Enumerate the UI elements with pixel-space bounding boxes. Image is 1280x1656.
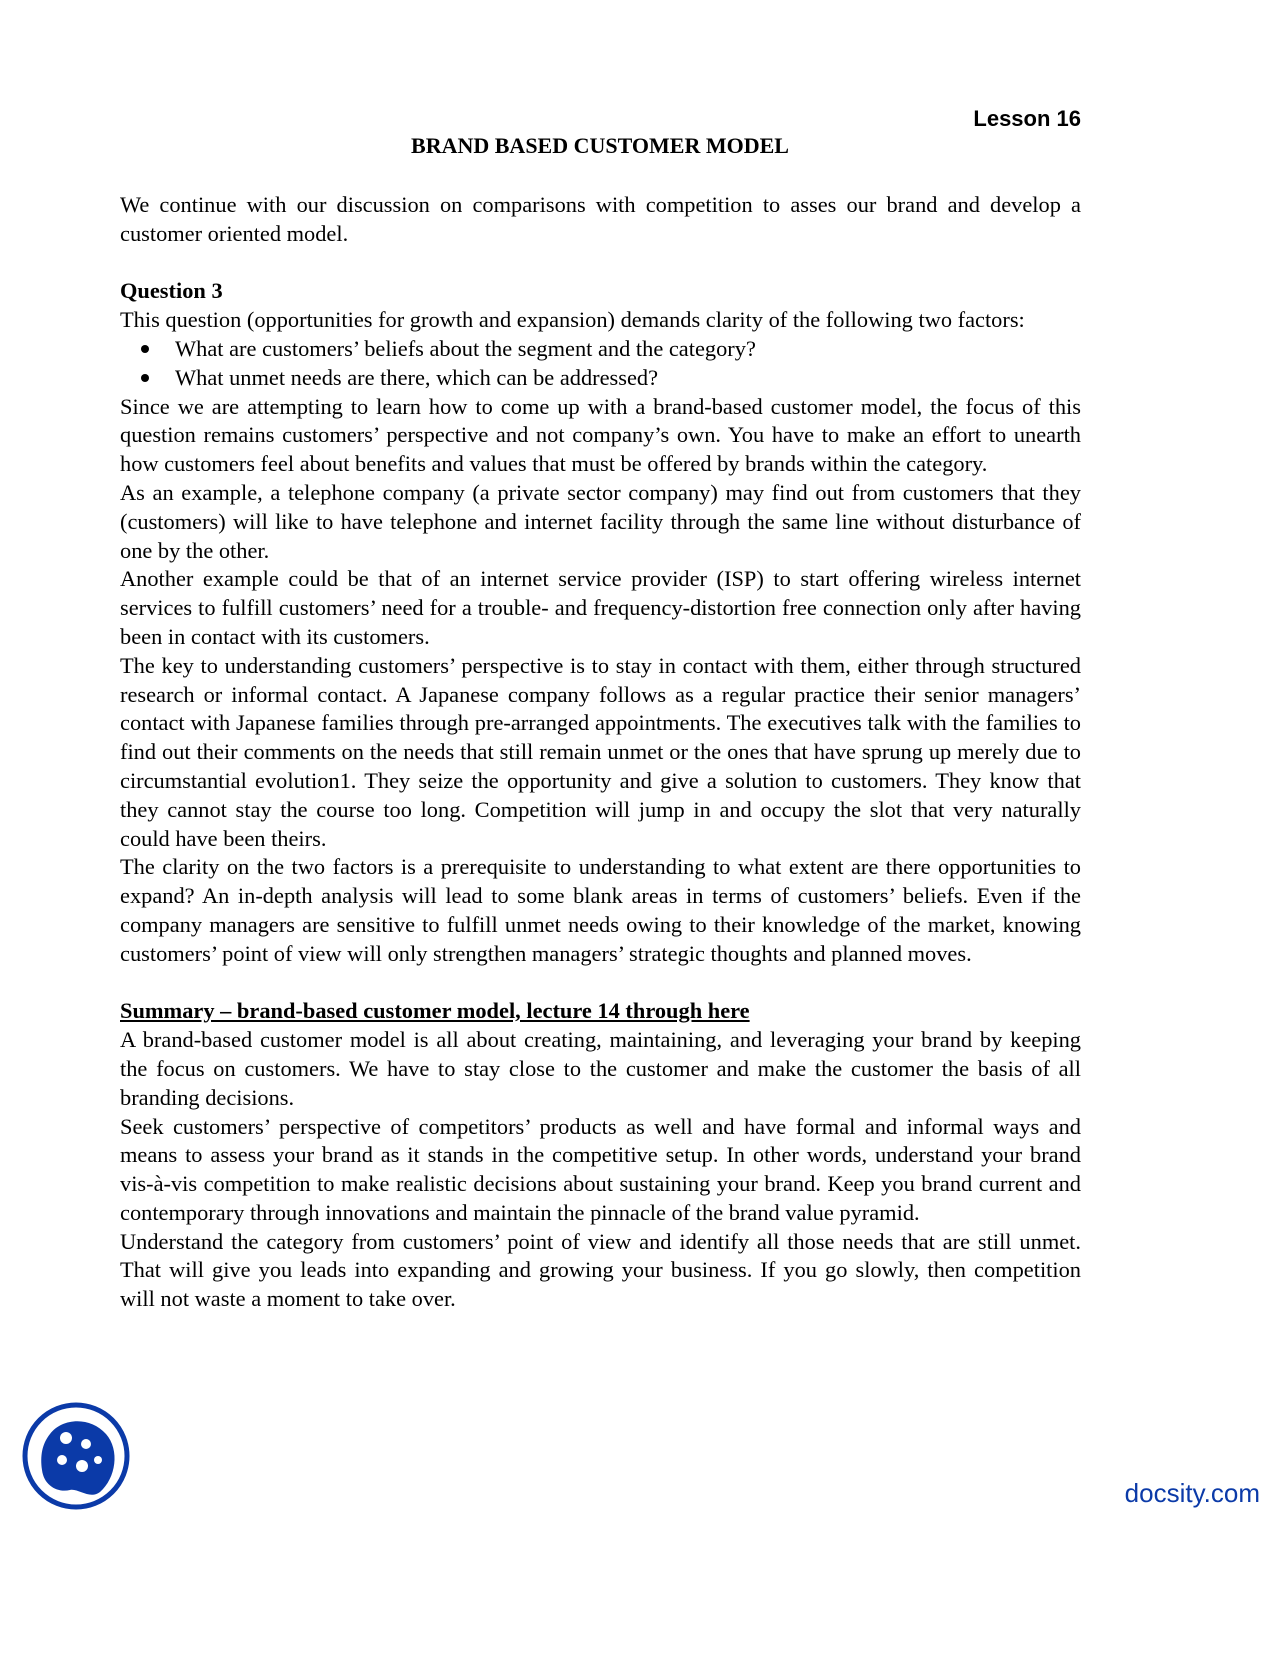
docsity-logo-icon[interactable]	[20, 1400, 132, 1512]
bullet-item: What unmet needs are there, which can be addressed?	[120, 364, 1081, 393]
document-body	[120, 191, 1081, 1314]
summary-paragraph: Seek customers’ perspective of competitors’ products as well and have formal and informal ways and means to assess your brand as it stands in the competitive setup. In other words, understand your brand vis-à-vis competition to make realistic decisions about sustaining your brand. Keep you brand current and contemporary through innovations and maintain the pinnacle of the brand value pyramid.	[120, 1113, 1081, 1225]
summary-paragraph: A brand-based customer model is all about creating, maintaining, and leveraging your brand by keeping the focus on customers. We have to stay close to the customer and make the customer the basis of all branding decisions.	[120, 1027, 1081, 1110]
question-3-paragraph: The clarity on the two factors is a prerequisite to understanding to what extent are there opportunities to expand? An in-depth analysis will lead to some blank areas in terms of customers’ beliefs. Even if the company managers are sensitive to fulfill unmet needs owing to their knowledge of the market, knowing customers’ point of view will only strengthen managers’ strategic thoughts and planned moves.	[120, 854, 1081, 966]
bullet-item: What are customers’ beliefs about the segment and the category?	[120, 335, 1081, 364]
docsity-brand-link[interactable]: docsity.com	[1124, 1478, 1260, 1508]
question-3-paragraph: As an example, a telephone company (a private sector company) may find out from customers that they (customers) will like to have telephone and internet facility through the same line without disturbance of one by the other.	[120, 479, 1081, 563]
question-3-heading: Question 3	[120, 278, 223, 304]
page-title: BRAND BASED CUSTOMER MODEL	[411, 133, 789, 158]
question-3-bullet-list	[120, 335, 1081, 393]
question-3-paragraph: Another example could be that of an internet service provider (ISP) to start offering wireless internet services to fulfill customers’ need for a trouble- and frequency-distortion free connection only after having been in contact with its customers.	[120, 566, 1081, 649]
question-3-lead: This question (opportunities for growth and expansion) demands clarity of the following two factors:	[120, 307, 1025, 333]
lesson-number: Lesson 16	[973, 106, 1081, 131]
summary-paragraph: Understand the category from customers’ point of view and identify all those needs that are still unmet. That will give you leads into expanding and growing your business. If you go slowly, then competition will not waste a moment to take over.	[120, 1228, 1081, 1312]
question-3-paragraph: Since we are attempting to learn how to come up with a brand-based customer model, the focus of this question remains customers’ perspective and not company’s own. You have to make an effort to unearth how customers feel about benefits and values that must be offered by brands within the category.	[120, 393, 1081, 477]
summary-heading: Summary – brand-based customer model, lecture 14 through here	[120, 998, 750, 1024]
bullet-icon	[141, 345, 149, 353]
bullet-icon	[141, 374, 149, 382]
question-3-paragraph: The key to understanding customers’ perspective is to stay in contact with them, either through structured research or informal contact. A Japanese company follows as a regular practice their senior managers’ contact with Japanese families through pre-arranged appointments. The executives talk with the families to find out their comments on the needs that still remain unmet or the ones that have sprung up merely due to circumstantial evolution1. They seize the opportunity and give a solution to customers. They know that they cannot stay the course too long. Competition will jump in and occupy the slot that very naturally could have been theirs.	[120, 652, 1081, 851]
intro-paragraph: We continue with our discussion on comparisons with competition to asses our brand and develop a customer oriented model.	[120, 192, 1081, 246]
